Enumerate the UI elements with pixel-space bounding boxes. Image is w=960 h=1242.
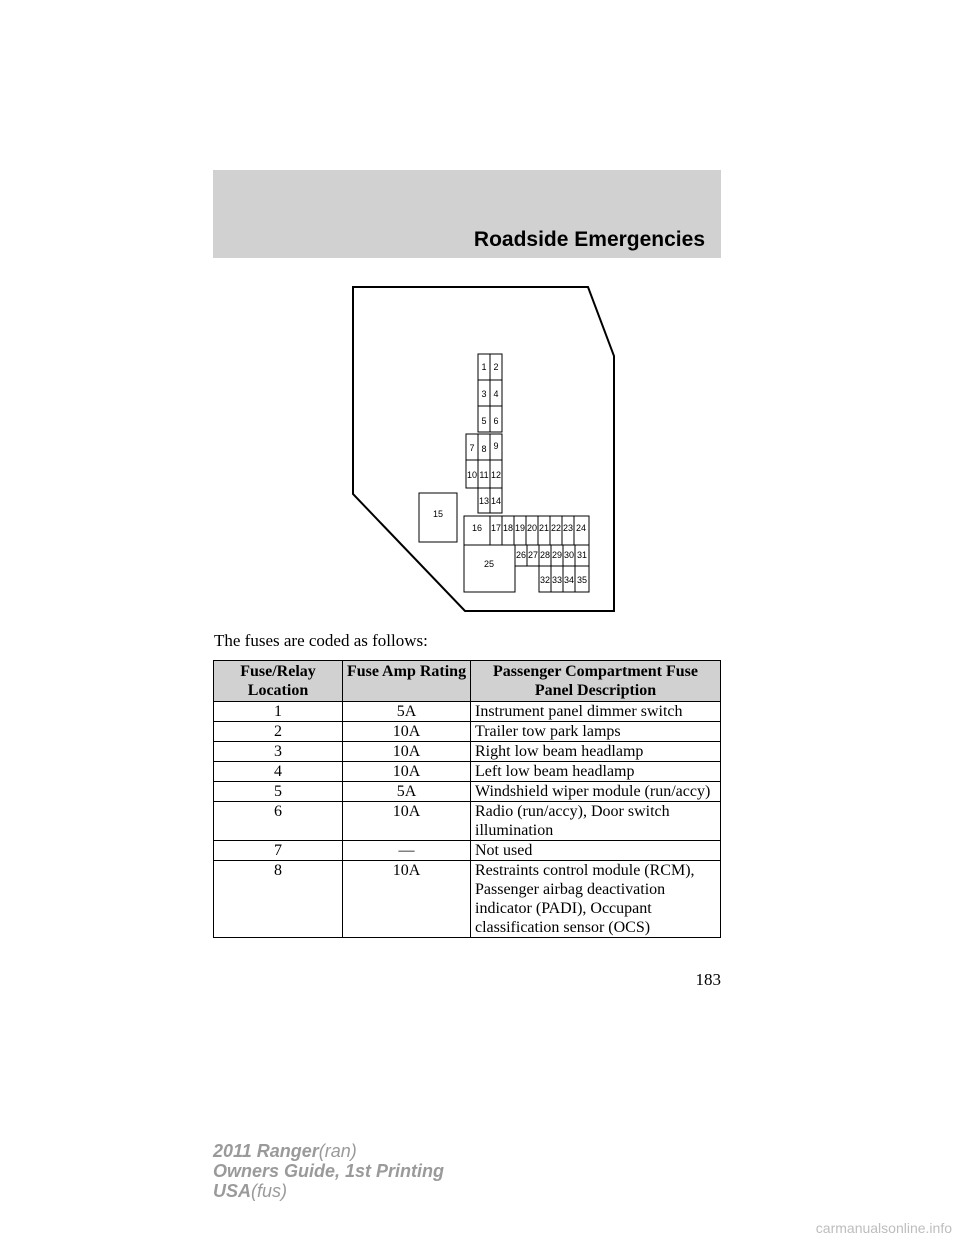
table-row [214,762,721,782]
cell-amp: 5A [343,702,471,722]
fuse-label-14: 14 [490,496,502,506]
fuse-label-22: 22 [550,523,562,533]
table-row [214,841,721,861]
cell-location: 8 [214,861,343,938]
header-description: Passenger Compartment Fuse Panel Description [471,661,721,702]
fuse-label-33: 33 [551,575,563,585]
footer-model-code: (ran) [318,1141,357,1161]
fuse-label-16: 16 [471,523,483,533]
footer-line-3 [213,1181,444,1201]
page-number: 183 [695,970,721,989]
fuse-label-28: 28 [539,550,551,560]
header-amp: Fuse Amp Rating [343,661,471,702]
fuse-label-27: 27 [527,550,539,560]
table-row [214,802,721,841]
cell-description: Radio (run/accy), Door switch illumination [471,802,721,841]
cell-amp: 10A [343,762,471,782]
footer-market: USA [213,1181,252,1201]
fuse-label-35: 35 [576,575,588,585]
table-header-row [214,661,721,702]
fuse-label-34: 34 [563,575,575,585]
fuse-label-26: 26 [515,550,527,560]
footer-line-2: Owners Guide, 1st Printing [213,1161,445,1181]
fuse-label-8: 8 [481,444,487,454]
fuse-label-19: 19 [514,523,526,533]
fuse-label-29: 29 [551,550,563,560]
print-footer [213,1141,444,1201]
fuse-label-10: 10 [466,470,478,480]
section-header-band [213,170,721,258]
cell-amp: 10A [343,722,471,742]
cell-amp: 10A [343,861,471,938]
cell-description: Restraints control module (RCM), Passenger airbag deactivation indicator (PADI), Occupant classification sensor (OCS) [471,861,721,938]
fuse-panel-diagram [352,286,617,614]
footer-market-code: (fus) [251,1181,288,1201]
fuse-label-15: 15 [432,509,444,519]
cell-description: Instrument panel dimmer switch [471,702,721,722]
fuse-table [213,660,721,938]
fuse-label-1: 1 [481,362,487,372]
cell-location: 4 [214,762,343,782]
fuse-label-30: 30 [563,550,575,560]
intro-text: The fuses are coded as follows: [214,631,428,650]
fuse-label-9: 9 [493,441,499,451]
cell-location: 6 [214,802,343,841]
fuse-label-32: 32 [539,575,551,585]
table-row [214,702,721,722]
cell-description: Not used [471,841,721,861]
cell-description: Left low beam headlamp [471,762,721,782]
fuse-label-11: 11 [479,470,489,480]
section-title: Roadside Emergencies [473,228,705,251]
footer-model: 2011 Ranger [213,1141,319,1161]
footer-line-1 [213,1141,444,1161]
cell-location: 2 [214,722,343,742]
fuse-label-13: 13 [478,496,490,506]
cell-location: 1 [214,702,343,722]
header-location: Fuse/Relay Location [214,661,343,702]
cell-description: Windshield wiper module (run/accy) [471,782,721,802]
fuse-label-24: 24 [575,523,587,533]
fuse-label-2: 2 [493,362,499,372]
table-row [214,722,721,742]
fuse-label-21: 21 [538,523,550,533]
fuse-label-25: 25 [483,559,495,569]
cell-location: 7 [214,841,343,861]
fuse-label-5: 5 [481,416,487,426]
table-row [214,861,721,938]
cell-location: 5 [214,782,343,802]
table-row [214,782,721,802]
fuse-label-7: 7 [469,443,475,453]
cell-location: 3 [214,742,343,762]
cell-amp: — [343,841,471,861]
cell-amp: 10A [343,742,471,762]
fuse-label-17: 17 [490,523,502,533]
cell-amp: 5A [343,782,471,802]
cell-description: Trailer tow park lamps [471,722,721,742]
fuse-label-31: 31 [576,550,588,560]
watermark: carmanualsonline.info [815,1220,952,1236]
cell-description: Right low beam headlamp [471,742,721,762]
fuse-label-18: 18 [502,523,514,533]
fuse-label-3: 3 [481,389,487,399]
table-row [214,742,721,762]
cell-amp: 10A [343,802,471,841]
fuse-label-4: 4 [493,389,499,399]
fuse-label-6: 6 [493,416,499,426]
fuse-label-20: 20 [526,523,538,533]
fuse-label-12: 12 [490,470,502,480]
fuse-label-23: 23 [562,523,574,533]
